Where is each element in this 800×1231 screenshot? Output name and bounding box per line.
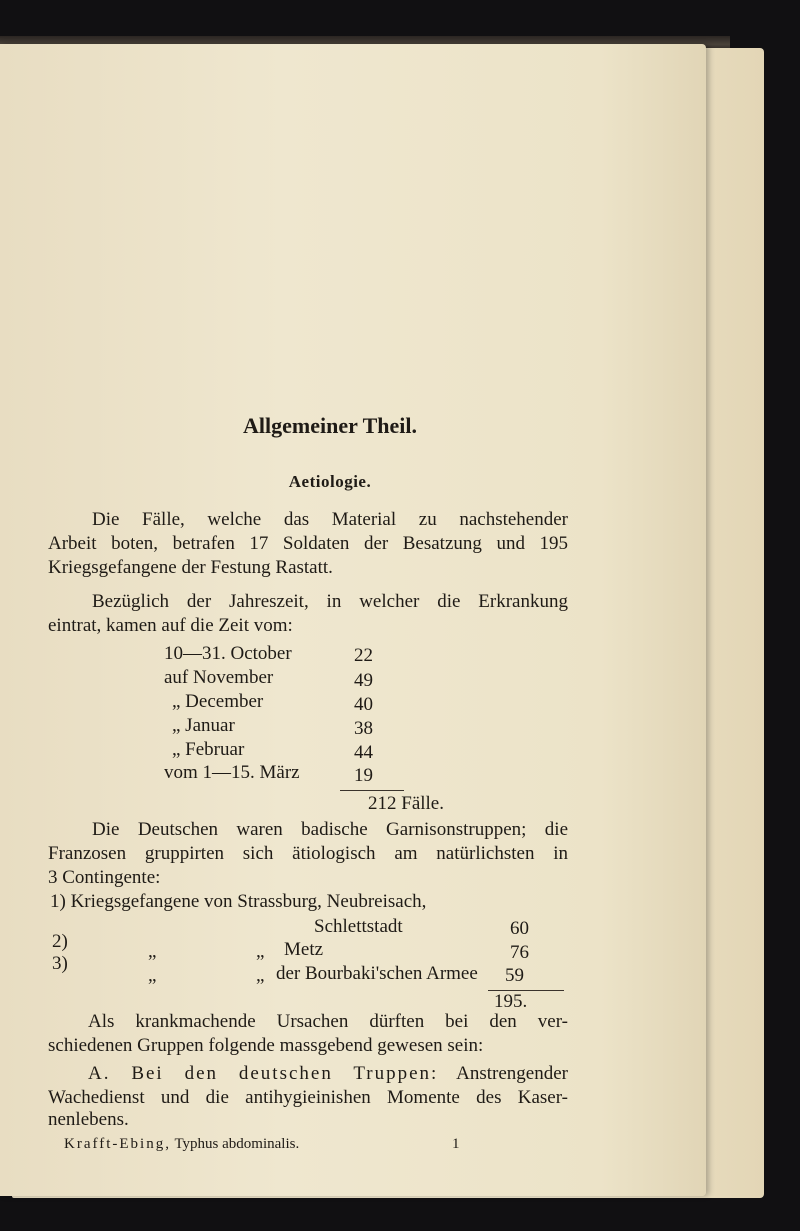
ditto-mark: „ (148, 965, 157, 986)
contingent-1-count: 60 (510, 918, 529, 939)
month-label: „ Januar (172, 715, 235, 736)
contingent-2-number: 2) (52, 931, 68, 952)
para3-line2: Franzosen gruppirten sich ätiologisch am natürlichsten in (48, 843, 568, 864)
month-count: 49 (354, 670, 373, 691)
para1-line3: Kriegsgefangene der Festung Rastatt. (48, 557, 333, 578)
contingent-3-count: 59 (505, 965, 524, 986)
contingent-1-line1: 1) Kriegsgefangene von Strassburg, Neubreisach, (50, 891, 427, 912)
para5-rest: Anstrengender (456, 1063, 568, 1084)
subsection-heading: Aetiologie. (288, 472, 372, 491)
page-number: 1 (452, 1136, 460, 1152)
month-count: 38 (354, 718, 373, 739)
ditto-mark: „ (148, 941, 157, 962)
month-label: „ Februar (172, 739, 245, 760)
para1-line1: Die Fälle, welche das Material zu nachstehender (92, 509, 568, 530)
para5-line1 (48, 1062, 568, 1086)
para5-line2: Wachedienst und die antihygieinishen Momente des Kaser- (48, 1087, 568, 1108)
para5-line3: nenlebens. (48, 1109, 129, 1130)
para2-line2: eintrat, kamen auf die Zeit vom: (48, 615, 293, 636)
para1-line2: Arbeit boten, betrafen 17 Soldaten der Besatzung und 195 (48, 533, 568, 554)
contingent-3-number: 3) (52, 953, 68, 974)
para3-line3: 3 Contingente: (48, 867, 161, 888)
month-count: 19 (354, 765, 373, 786)
contingent-2-count: 76 (510, 942, 529, 963)
month-label: auf November (164, 667, 274, 688)
para4-line1: Als krankmachende Ursachen dürften bei den ver- (88, 1011, 568, 1032)
month-count: 40 (354, 694, 373, 715)
contingent-total: 195. (494, 991, 528, 1012)
para2-line1: Bezüglich der Jahreszeit, in welcher die Erkrankung (92, 591, 568, 612)
footer-title: Typhus abdominalis. (174, 1136, 300, 1152)
month-count: 22 (354, 645, 373, 666)
ditto-mark: „ (256, 941, 265, 962)
month-label: vom 1—15. März (164, 762, 300, 783)
contingent-3-label: der Bourbaki'schen Armee (276, 963, 478, 984)
month-label: 10—31. October (164, 643, 292, 664)
footer-author: Krafft-Ebing, Typhus abdominalis. (64, 1136, 300, 1152)
para4-line2: schiedenen Gruppen folgende massgebend gewesen sein: (48, 1035, 484, 1056)
contingent-2-label: Metz (284, 939, 324, 960)
sum-rule (340, 790, 404, 791)
contingent-1-line2: Schlettstadt (314, 916, 403, 937)
month-count: 44 (354, 742, 373, 763)
ditto-mark: „ (256, 965, 265, 986)
book-page (0, 44, 706, 1196)
month-total: 212 Fälle. (368, 793, 444, 814)
para5-lead: A. Bei den deutschen Truppen: (88, 1063, 439, 1084)
section-heading: Allgemeiner Theil. (243, 413, 417, 438)
para3-line1: Die Deutschen waren badische Garnisonstruppen; die (92, 819, 568, 840)
month-label: „ December (172, 691, 264, 712)
